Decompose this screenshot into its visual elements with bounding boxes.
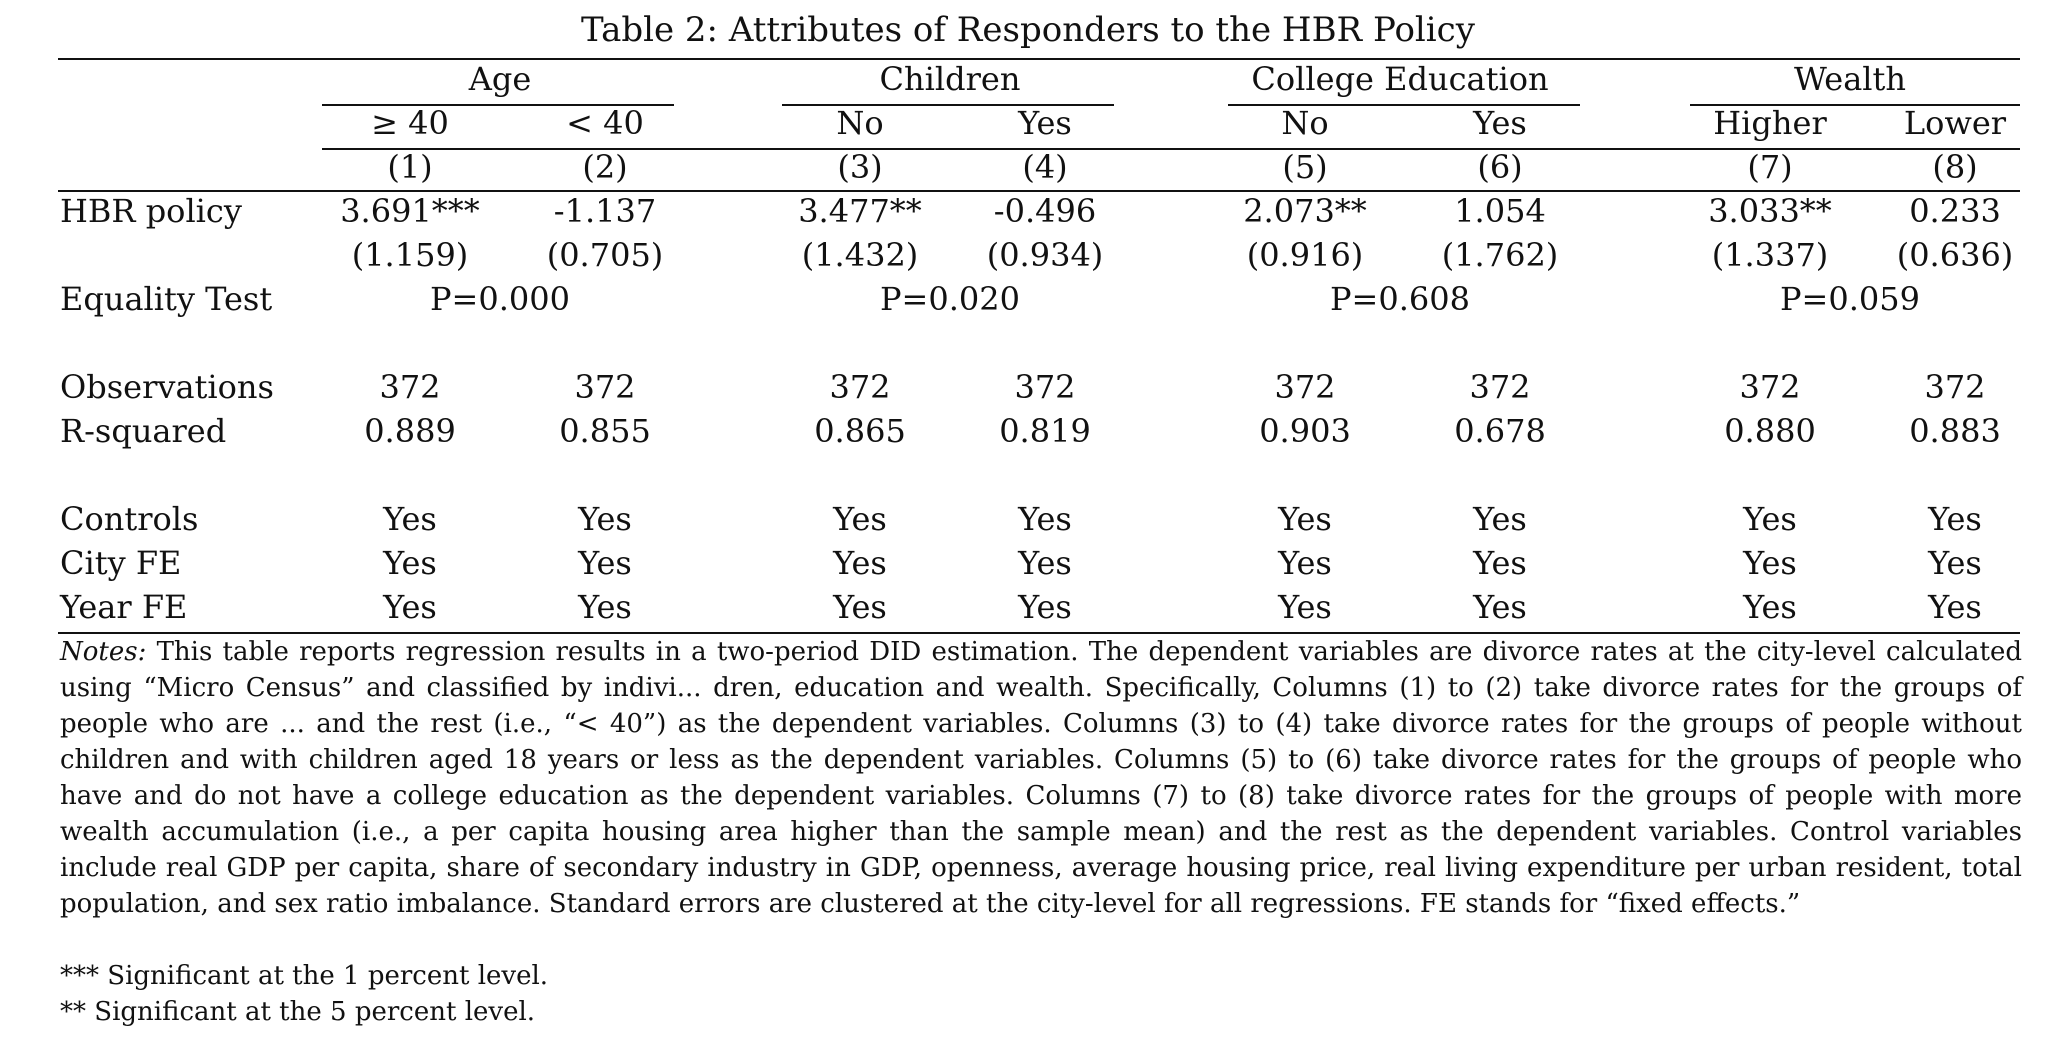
controls-value: Yes [578,500,632,538]
year-fe-value: Yes [1018,588,1072,626]
row-label-year-fe: Year FE [60,588,188,626]
observations-value: 372 [829,368,891,406]
r-squared-value: 0.883 [1909,412,2001,450]
group-header-age: Age [468,60,532,98]
significance-note-5-percent: ** Significant at the 5 percent level. [60,997,536,1027]
table-notes [60,634,2022,922]
hbr-coefficient: 0.233 [1909,192,2001,230]
column-number: (8) [1932,148,1978,186]
hbr-standard-error: (0.636) [1896,236,2014,274]
row-label-controls: Controls [60,500,199,538]
equality-test-value: P=0.000 [430,280,570,318]
city-fe-value: Yes [1278,544,1332,582]
controls-value: Yes [1018,500,1072,538]
r-squared-value: 0.903 [1259,412,1351,450]
column-number: (3) [837,148,883,186]
equality-test-value: P=0.020 [880,280,1020,318]
column-header: Yes [1473,104,1527,142]
controls-value: Yes [833,500,887,538]
city-fe-value: Yes [1473,544,1527,582]
hbr-standard-error: (0.916) [1246,236,1364,274]
equality-test-value: P=0.059 [1780,280,1920,318]
hbr-standard-error: (0.705) [546,236,664,274]
column-header: Lower [1903,104,2007,142]
column-header: Higher [1713,104,1827,142]
controls-value: Yes [1473,500,1527,538]
observations-value: 372 [1924,368,1986,406]
hbr-standard-error: (1.432) [801,236,919,274]
significance-note-1-percent: *** Significant at the 1 percent level. [60,961,549,991]
hbr-coefficient: 3.033** [1708,192,1832,230]
r-squared-value: 0.889 [364,412,456,450]
hbr-standard-error: (1.337) [1711,236,1829,274]
observations-value: 372 [574,368,636,406]
r-squared-value: 0.855 [559,412,651,450]
hbr-coefficient: 3.691*** [340,192,480,230]
equality-test-value: P=0.608 [1330,280,1470,318]
year-fe-value: Yes [1473,588,1527,626]
city-fe-value: Yes [833,544,887,582]
notes-label: Notes: [60,637,147,667]
group-header-children: Children [879,60,1021,98]
year-fe-value: Yes [1278,588,1332,626]
year-fe-value: Yes [1743,588,1797,626]
observations-value: 372 [1014,368,1076,406]
hbr-coefficient: -1.137 [553,192,657,230]
row-label-city-fe: City FE [60,544,182,582]
year-fe-value: Yes [383,588,437,626]
hbr-standard-error: (0.934) [986,236,1104,274]
row-label-observations: Observations [60,368,274,406]
row-label-hbr-policy: HBR policy [60,192,242,230]
row-label-r-squared: R-squared [60,412,227,450]
hbr-coefficient: 2.073** [1243,192,1367,230]
column-header: Yes [1018,104,1072,142]
controls-value: Yes [1278,500,1332,538]
column-number: (5) [1282,148,1328,186]
year-fe-value: Yes [833,588,887,626]
table-top-rule [58,58,2020,60]
column-header: No [836,104,884,142]
hbr-standard-error: (1.762) [1441,236,1559,274]
notes-text: This table reports regression results in a two-period DID estimation. The dependent variables are divorce rates at the city-level calculated using “Micro Census” and classified by indivi... dren, education and wealth. Specifically, Columns (1) to (2) take divorce rates for the groups of people who are ... and the rest (i.e., “< 40”) as the dependent variables. Columns (3) to (4) take divorce rates for the groups of people without children and with children aged 18 years or less as the dependent variables. Columns (5) to (6) take divorce rates for the groups of people who have and do not have a college education as the dependent variables. Columns (7) to (8) take divorce rates for the groups of people with more wealth accumulation (i.e., a per capita housing area higher than the sample mean) and the rest as the dependent variables. Control variables include real GDP per capita, share of secondary industry in GDP, openness, average housing price, real living expenditure per urban resident, total population, and sex ratio imbalance. Standard errors are clustered at the city-level for all regressions. FE stands for “fixed effects.” [60,637,2022,919]
r-squared-value: 0.678 [1454,412,1546,450]
column-number: (2) [582,148,628,186]
hbr-standard-error: (1.159) [351,236,469,274]
observations-value: 372 [1469,368,1531,406]
column-header: No [1281,104,1329,142]
r-squared-value: 0.819 [999,412,1091,450]
hbr-coefficient: -0.496 [993,192,1097,230]
column-number: (7) [1747,148,1793,186]
hbr-coefficient: 3.477** [798,192,922,230]
observations-value: 372 [1274,368,1336,406]
row-label-equality-test: Equality Test [60,280,273,318]
controls-value: Yes [383,500,437,538]
r-squared-value: 0.865 [814,412,906,450]
year-fe-value: Yes [1928,588,1982,626]
city-fe-value: Yes [383,544,437,582]
column-header: ≥ 40 [371,104,449,142]
column-number: (6) [1477,148,1523,186]
hbr-coefficient: 1.054 [1454,192,1546,230]
controls-value: Yes [1743,500,1797,538]
observations-value: 372 [1739,368,1801,406]
group-header-college-education: College Education [1251,60,1549,98]
column-number: (4) [1022,148,1068,186]
city-fe-value: Yes [578,544,632,582]
column-number: (1) [387,148,433,186]
observations-value: 372 [379,368,441,406]
city-fe-value: Yes [1743,544,1797,582]
group-header-wealth: Wealth [1794,60,1906,98]
r-squared-value: 0.880 [1724,412,1816,450]
controls-value: Yes [1928,500,1982,538]
column-header: < 40 [566,104,644,142]
city-fe-value: Yes [1928,544,1982,582]
table-title: Table 2: Attributes of Responders to the HBR Policy [581,10,1475,50]
year-fe-value: Yes [578,588,632,626]
city-fe-value: Yes [1018,544,1072,582]
